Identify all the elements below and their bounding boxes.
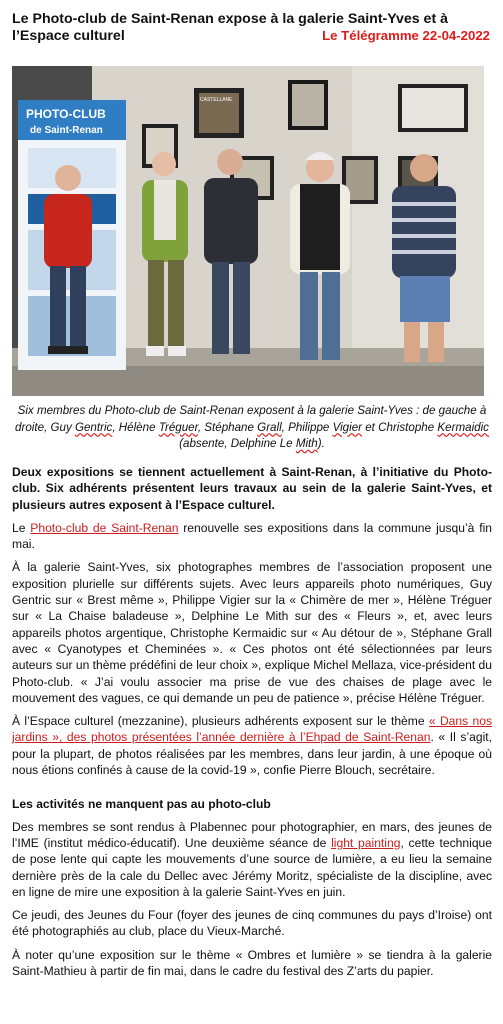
- wall-sign: CASTELLANE: [200, 97, 233, 103]
- paragraph-1: Le Photo-club de Saint-Renan renouvelle ses expositions dans la commune jusqu’à fin mai.: [12, 520, 492, 552]
- photo-caption: Six membres du Photo-club de Saint-Renan exposent à la galerie Saint-Yves : de gauche à droite, Guy Gentric, Hélène Tréguer, Stéphane Grall, Philippe Vigier et Christophe Kermaidic (absente, Delphine Le Mith).: [15, 404, 489, 450]
- article-source: Le Télégramme 22-04-2022: [322, 28, 490, 43]
- paragraph-6: À noter qu’une exposition sur le thème « Ombres et lumière » se tiendra à la galerie Saint-Mathieu à partir de fin mai, dans le cadre du festival des Z’arts du papier.: [12, 947, 492, 979]
- banner-title: PHOTO-CLUB: [26, 107, 106, 121]
- paragraph-4: Des membres se sont rendus à Plabennec pour photographier, en mars, des jeunes de l’IME (institut médico-éducatif). Une deuxième séance de light painting, cette technique de pose lente qui capte les mouvements d’une source de lumière, a eu lieu la semaine dernière près de la cale du Dellec avec Jérémy Moritz, spécialiste de la discipline, avec en ligne de mire une exposition à la galerie Saint-Yves en juin.: [12, 819, 492, 899]
- paragraph-3: À l’Espace culturel (mezzanine), plusieurs adhérents exposent sur le thème « Dans nos jardins », des photos présentées l’année dernière à l’Ehpad de Saint-Renan. « Il s’agit, pour la plupart, de photos réalisées par les membres, dans leur jardin, à une époque où nous étions confinés à cause de la covid-19 », confie Pierre Blouch, secrétaire.: [12, 714, 492, 778]
- group-photo-illustration: [12, 66, 484, 396]
- banner-subtitle: de Saint-Renan: [30, 125, 103, 136]
- paragraph-5: Ce jeudi, des Jeunes du Four (foyer des jeunes de cinq communes du pays d’Iroise) ont été photographiés au club, place du Vieux-Marché.: [12, 908, 492, 939]
- article-lead: Deux expositions se tiennent actuellement à Saint-Renan, à l’initiative du Photo-club. Six adhérents présentent leurs travaux au sein de la galerie Saint-Yves, et plusieurs autres exposent à l’Espace culturel.: [12, 465, 492, 512]
- photo-club-link[interactable]: Photo-club de Saint-Renan: [30, 520, 179, 535]
- article-body: [12, 464, 492, 986]
- dans-nos-jardins-link[interactable]: « Dans nos jardins », des photos présentées l’année dernière à l’Ehpad de Saint-Renan: [12, 714, 492, 745]
- paragraph-2: À la galerie Saint-Yves, six photographes membres de l’association proposent une exposition plurielle sur différents sujets. Avec leurs appareils photo numériques, Guy Gentric sur « Brest même », Philippe Vigier sur la « Chimère de mer », Hélène Tréguer sur « La Chaise baladeuse », Delphine Le Mith sur des « Fleurs », et, avec leurs appareils photos argentique, Christophe Kermaidic sur « Au détour de », Stéphane Grall avec « Cyanotypes et Cheminées ». « Ces photos ont été sélectionnées par leurs auteurs sur un thème prédéfini de leur choix », explique Michel Mellaza, vice-président du Photo-club. « J’ai voulu associer ma prise de vue des chaises de plage avec le mouvement des vagues, ce qui demande un peu de patience », précise Hélène Tréguer.: [12, 560, 492, 705]
- article-title: Le Photo-club de Saint-Renan expose à la galerie Saint-Yves et à l’Espace culturel: [12, 11, 449, 44]
- section-subheading: Les activités ne manquent pas au photo-club: [12, 797, 271, 812]
- light-painting-link[interactable]: light painting: [331, 835, 401, 850]
- group-photo: [12, 66, 484, 396]
